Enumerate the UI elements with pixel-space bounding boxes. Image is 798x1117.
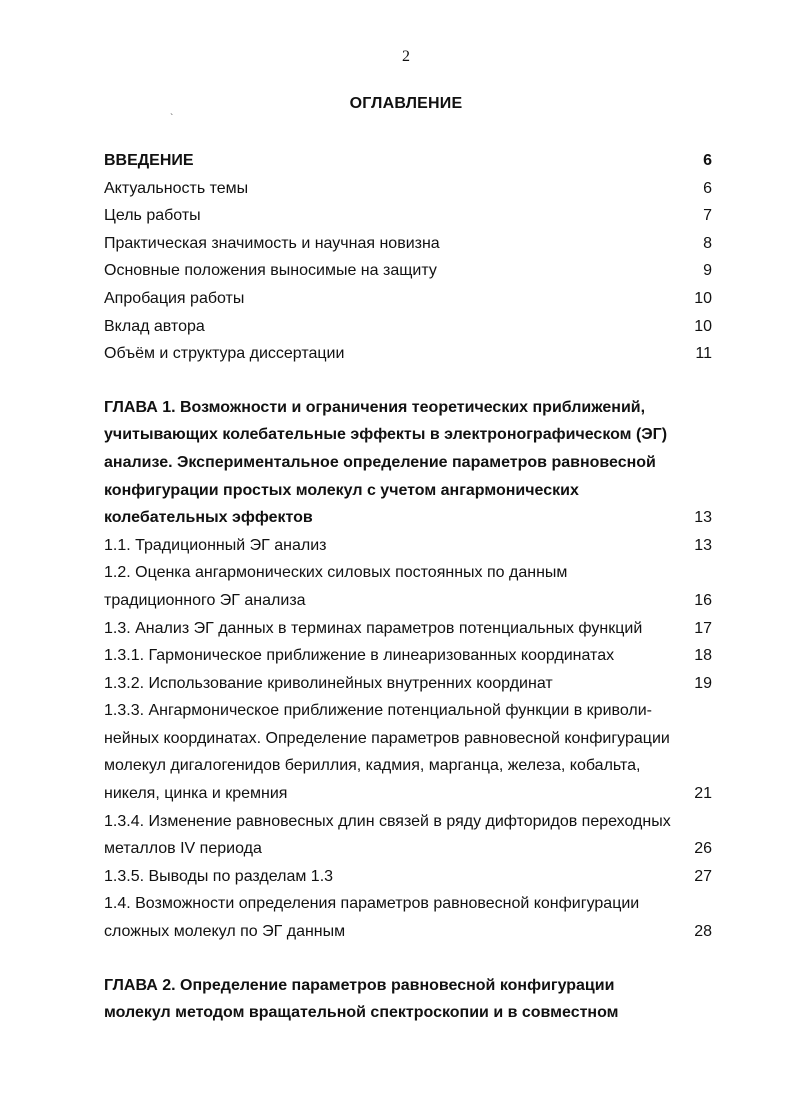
toc-entry-page: 19 bbox=[694, 674, 712, 692]
chapter-title-last-line bbox=[104, 504, 712, 532]
section-gap bbox=[104, 368, 712, 394]
chapter-title-line: ГЛАВА 1. Возможности и ограничения теоретических приближений, bbox=[104, 398, 646, 416]
toc-entry-label: нейных координатах. Определение параметров равновесной конфигурации bbox=[104, 729, 670, 747]
toc-entry-label: никеля, цинка и кремния bbox=[104, 785, 288, 803]
toc-entry-label: 1.1. Традиционный ЭГ анализ bbox=[104, 536, 327, 554]
chapter-title-line: колебательных эффектов bbox=[104, 509, 313, 527]
toc-title: ОГЛАВЛЕНИЕ bbox=[349, 95, 463, 112]
toc-entry-label: молекул дигалогенидов бериллия, кадмия, марганца, железа, кобальта, bbox=[104, 757, 641, 775]
section-gap bbox=[104, 946, 712, 972]
toc-entry-page: 7 bbox=[703, 207, 712, 225]
page-number: 2 bbox=[402, 48, 410, 65]
toc-entry[interactable] bbox=[104, 532, 712, 560]
toc-entry-label: сложных молекул по ЭГ данным bbox=[104, 923, 346, 941]
toc-entry-label: 1.3.4. Изменение равновесных длин связей в ряду дифторидов переходных bbox=[104, 812, 671, 830]
toc-entry-label: 1.3.2. Использование криволинейных внутренних координат bbox=[104, 674, 553, 692]
intro-items bbox=[104, 175, 712, 368]
toc-entry-label: 1.4. Возможности определения параметров равновесной конфигурации bbox=[104, 895, 640, 913]
toc-entry[interactable] bbox=[104, 257, 712, 285]
toc-entry-page: 21 bbox=[694, 785, 712, 803]
toc-entry-label: Практическая значимость и научная новизна bbox=[104, 234, 440, 252]
toc-entry[interactable] bbox=[104, 863, 712, 891]
toc-entry-page: 8 bbox=[703, 234, 712, 252]
toc-entry-label: Объём и структура диссертации bbox=[104, 345, 345, 363]
toc-entry-page: 26 bbox=[694, 840, 712, 858]
toc-entry-page: 13 bbox=[694, 509, 712, 527]
toc-entry[interactable] bbox=[104, 808, 712, 863]
toc-entry-page: 11 bbox=[695, 345, 712, 363]
stray-mark: ` bbox=[170, 113, 174, 124]
toc-entry-page: 9 bbox=[703, 262, 712, 280]
toc-entry[interactable] bbox=[104, 175, 712, 203]
chapter-1-items bbox=[104, 532, 712, 946]
toc-entry-page: 10 bbox=[694, 289, 712, 307]
toc-entry-page: 27 bbox=[694, 867, 712, 885]
chapter-title-line: учитывающих колебательные эффекты в электронографическом (ЭГ) bbox=[104, 426, 668, 444]
toc-entry-page: 6 bbox=[703, 152, 712, 169]
toc-entry-label: Актуальность темы bbox=[104, 179, 249, 197]
toc-chapter-1[interactable] bbox=[104, 394, 712, 532]
toc-entry-page: 18 bbox=[694, 647, 712, 665]
chapter-title-line: конфигурации простых молекул с учетом ангармонических bbox=[104, 481, 579, 499]
chapter-title-line: молекул методом вращательной спектроскопии и в совместном bbox=[104, 1004, 619, 1022]
toc-entry-label: 1.3.5. Выводы по разделам 1.3 bbox=[104, 867, 334, 885]
toc-entry[interactable] bbox=[104, 890, 712, 945]
toc-chapter-2[interactable] bbox=[104, 972, 712, 1027]
toc-entry-label: Основные положения выносимые на защиту bbox=[104, 262, 437, 280]
toc-entry-page: 16 bbox=[694, 591, 712, 609]
toc-entry-page: 10 bbox=[694, 317, 712, 335]
toc-entry[interactable] bbox=[104, 559, 712, 614]
toc-entry-page: 28 bbox=[694, 923, 712, 941]
toc-entry[interactable] bbox=[104, 615, 712, 643]
toc-entry-intro[interactable] bbox=[104, 147, 712, 175]
toc-entry-label: традиционного ЭГ анализа bbox=[104, 591, 306, 609]
toc-entry[interactable] bbox=[104, 285, 712, 313]
toc-entry-label: 1.2. Оценка ангармонических силовых постоянных по данным bbox=[104, 564, 568, 582]
toc-entry[interactable] bbox=[104, 202, 712, 230]
toc-entry[interactable] bbox=[104, 642, 712, 670]
toc-entry[interactable] bbox=[104, 230, 712, 258]
toc-entry[interactable] bbox=[104, 670, 712, 698]
toc-entry-label: 1.3.1. Гармоническое приближение в линеаризованных координатах bbox=[104, 647, 615, 665]
toc-entry[interactable] bbox=[104, 313, 712, 341]
toc-entry-label: металлов IV периода bbox=[104, 840, 262, 858]
chapter-title-line: ГЛАВА 2. Определение параметров равновесной конфигурации bbox=[104, 976, 615, 994]
toc-entry-page: 13 bbox=[694, 536, 712, 554]
toc-entry-label: 1.3. Анализ ЭГ данных в терминах параметров потенциальных функций bbox=[104, 619, 643, 637]
toc-entry-label: Вклад автора bbox=[104, 317, 205, 335]
toc-entry-page: 6 bbox=[703, 179, 712, 197]
toc-entry-label: ВВЕДЕНИЕ bbox=[104, 152, 194, 169]
toc-entry-label: 1.3.3. Ангармоническое приближение потенциальной функции в криволи- bbox=[104, 702, 652, 720]
toc-entry[interactable] bbox=[104, 340, 712, 368]
toc-entry-page: 17 bbox=[694, 619, 712, 637]
toc-entry[interactable] bbox=[104, 697, 712, 807]
table-of-contents bbox=[104, 147, 712, 1027]
chapter-title-line: анализе. Экспериментальное определение параметров равновесной bbox=[104, 453, 656, 471]
toc-entry-label: Цель работы bbox=[104, 207, 201, 225]
toc-entry-label: Апробация работы bbox=[104, 289, 245, 307]
